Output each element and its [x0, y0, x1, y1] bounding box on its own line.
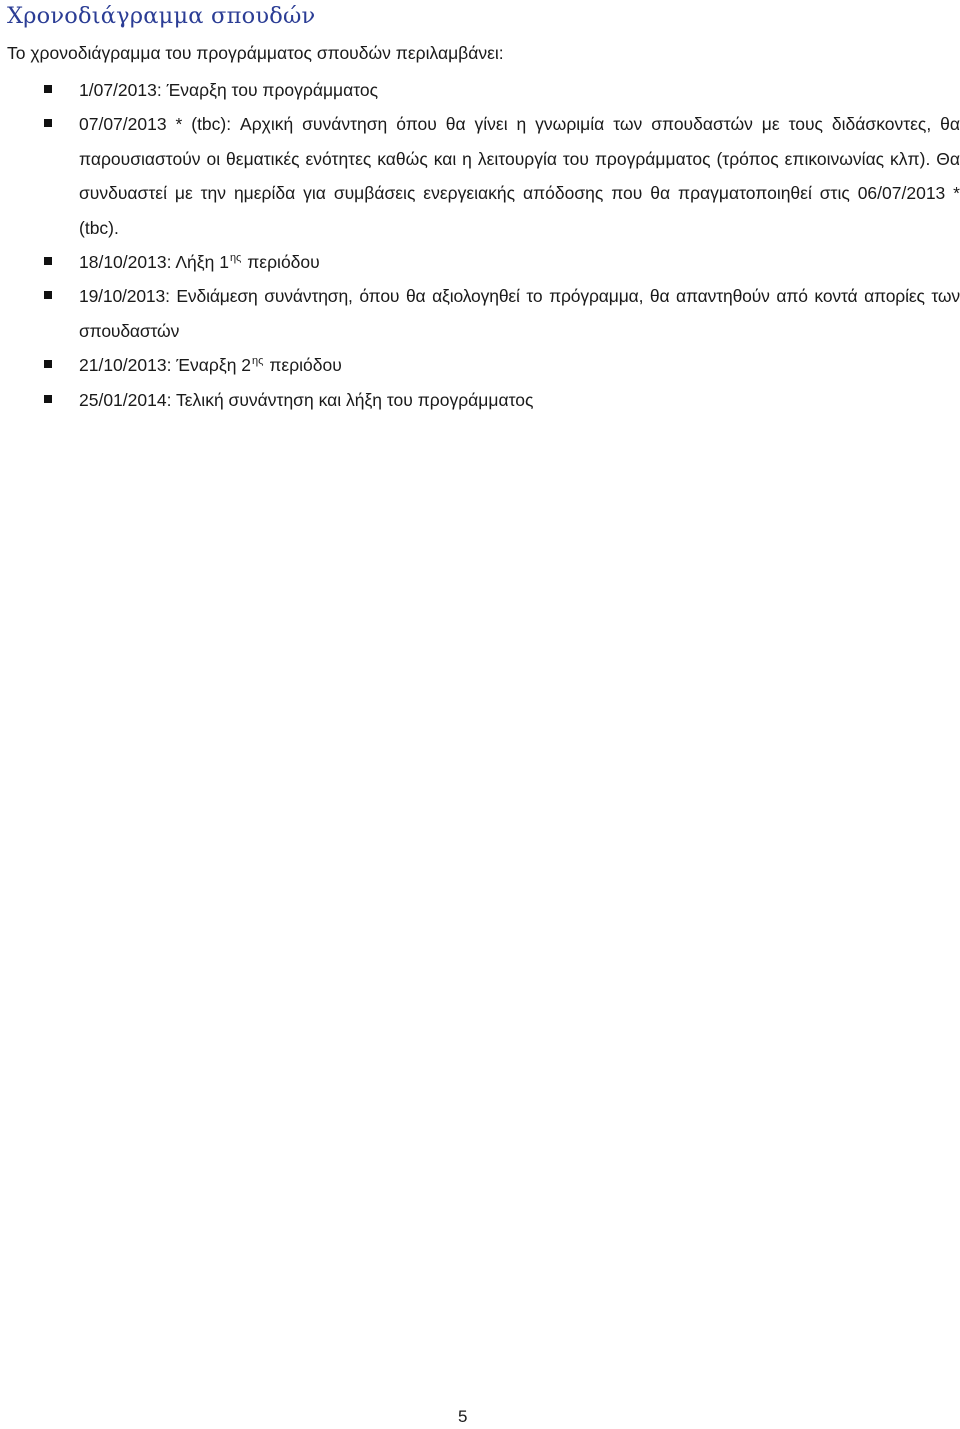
list-item-date-text: 21/10/2013: Έναρξη 2: [79, 355, 252, 376]
ordinal-superscript: ης: [229, 252, 242, 265]
list-item-suffix-text: περιόδου: [242, 252, 320, 273]
list-item-text: 19/10/2013: Ενδιάμεση συνάντηση, όπου θα αξιολογηθεί το πρόγραμμα, θα απαντηθούν από κοντά απορίες των σπουδαστών: [79, 286, 960, 341]
square-bullet-icon: [44, 119, 52, 127]
schedule-list: [0, 73, 960, 417]
list-item: [0, 279, 960, 348]
list-item-text: [79, 355, 342, 375]
square-bullet-icon: [44, 85, 52, 93]
intro-paragraph: Το χρονοδιάγραμμα του προγράμματος σπουδών περιλαμβάνει:: [7, 43, 504, 63]
list-item: [0, 245, 960, 279]
list-item-text: 1/07/2013: Έναρξη του προγράμματος: [79, 80, 379, 100]
list-item: [0, 348, 960, 382]
square-bullet-icon: [44, 257, 52, 265]
list-item: [0, 73, 960, 107]
list-item-text: [79, 252, 320, 272]
page-number: 5: [458, 1407, 468, 1426]
list-item-date-text: 18/10/2013: Λήξη 1: [79, 252, 229, 273]
square-bullet-icon: [44, 291, 52, 299]
square-bullet-icon: [44, 360, 52, 368]
ordinal-superscript: ης: [252, 355, 264, 368]
list-item-suffix-text: περιόδου: [264, 355, 342, 376]
list-item-text: 07/07/2013 * (tbc): Αρχική συνάντηση όπου θα γίνει η γνωριμία των σπουδαστών με τους διδάσκοντες, θα παρουσιαστούν οι θεματικές ενότητες καθώς και η λειτουργία του προγράμματος (τρόπος επικοινωνίας κλπ). Θα συνδυαστεί με την ημερίδα για συμβάσεις ενεργειακής απόδοσης που θα πραγματοποιηθεί στις 06/07/2013 * (tbc).: [79, 114, 960, 238]
section-heading: Χρονοδιάγραμμα σπουδών: [7, 3, 316, 29]
square-bullet-icon: [44, 395, 52, 403]
list-item-text: 25/01/2014: Τελική συνάντηση και λήξη του προγράμματος: [79, 389, 534, 410]
list-item: [0, 383, 960, 417]
list-item: [0, 107, 960, 245]
